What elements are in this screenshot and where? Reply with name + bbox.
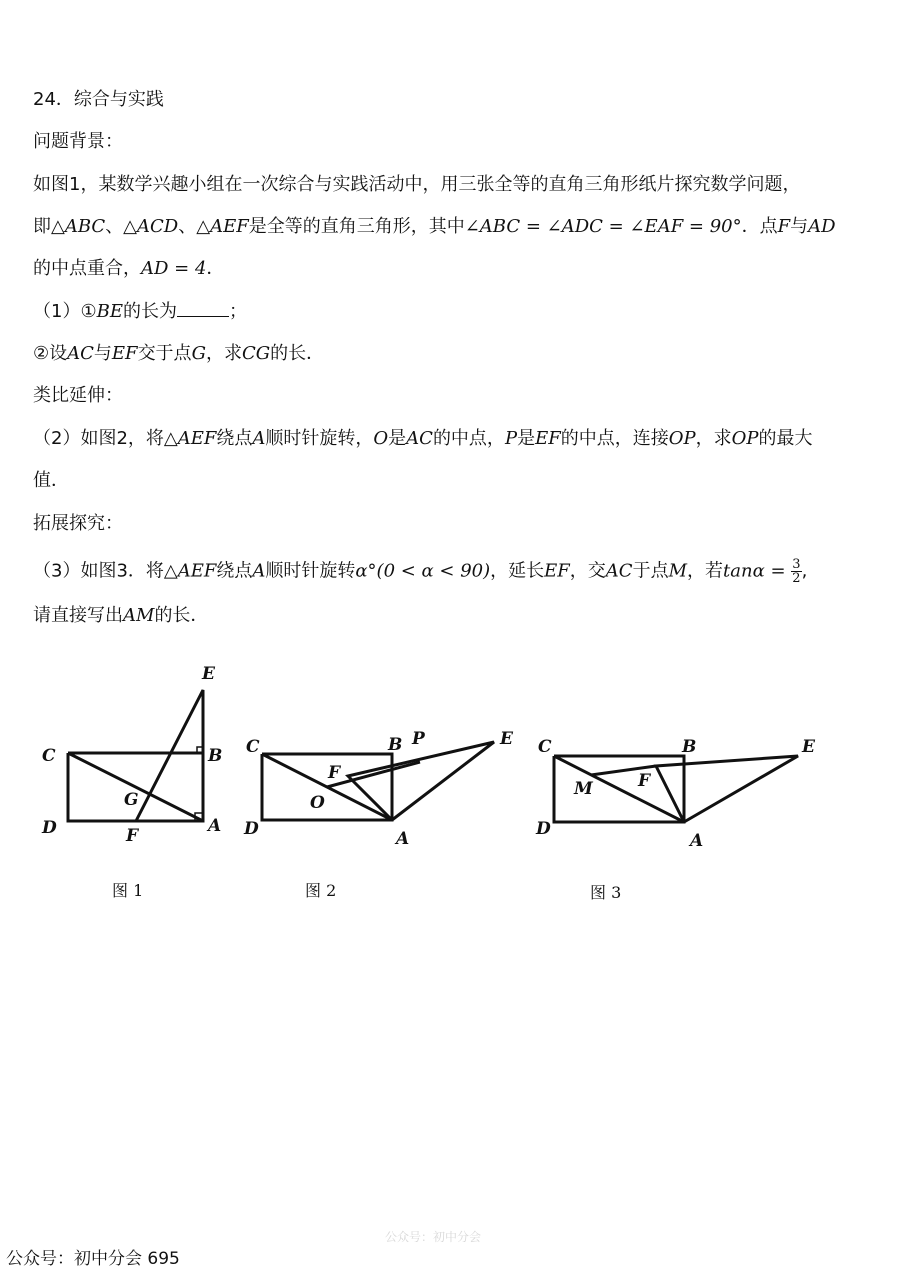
question-2-line-2: 值． [33,470,69,491]
fig2-label-C: C [246,737,260,757]
fig2-segment-op [327,762,420,787]
fig1-label-C: C [42,746,56,766]
question-2-line-1: （2）如图2，将△AEF绕点A顺时针旋转，O是AC的中点，P是EF的中点，连接OP，求OP的最大 [33,428,813,449]
watermark: 公众号：初中分会 [385,1230,482,1244]
fig1-label-F: F [126,826,139,846]
fig2-label-D: D [244,819,259,839]
fig1-diagonal-ca [68,753,203,821]
explore-heading: 拓展探究： [33,513,123,534]
figure-3 [530,720,830,860]
question-3-line-1: （3）如图3．将△AEF绕点A顺时针旋转α°(0 < α < 90)，延长EF，交AC于点M，若tanα = $\frac{3}{2}$ , [33,557,808,586]
question-3-line-2: 请直接写出AM的长． [33,605,209,626]
figure-1 [30,655,240,855]
fig2-label-B: B [388,735,403,755]
fig3-label-C: C [538,737,552,757]
fig1-label-E: E [202,664,215,684]
fig1-triangle-aef [136,690,203,821]
answer-blank[interactable] [177,300,229,317]
fig1-label-B: B [208,746,223,766]
figure-2 [240,720,530,860]
figure-1-caption: 图 1 [112,881,144,900]
question-1-part-2: ②设AC与EF交于点G，求CG的长． [33,343,325,364]
paragraph-1-line-2: 即△ABC、△ACD、△AEF是全等的直角三角形，其中∠ABC = ∠ADC = ∠EAF = 90°．点F与AD [33,216,836,237]
extension-heading: 类比延伸： [33,385,123,406]
question-1-part-1: （1）①BE的长为 ； [33,301,247,322]
fig3-label-F: F [638,771,651,791]
fig1-label-A: A [208,816,222,836]
figure-2-caption: 图 2 [305,881,337,900]
fig2-label-E: E [500,729,513,749]
fig2-label-O: O [310,793,325,813]
fig3-triangle-aef [656,756,798,822]
fig3-label-D: D [536,819,551,839]
fig2-label-P: P [412,729,425,749]
footer-text: 公众号：初中分会 695 [6,1249,180,1269]
fig1-label-G: G [124,790,139,810]
paragraph-1-line-1: 如图1，某数学兴趣小组在一次综合与实践活动中，用三张全等的直角三角形纸片探究数学问题， [33,174,801,195]
fig2-label-A: A [396,829,410,849]
fig2-label-F: F [328,763,341,783]
fig1-label-D: D [42,818,57,838]
fig3-label-A: A [690,831,704,851]
problem-title: 24．综合与实践 [33,89,164,110]
figure-3-caption: 图 3 [590,883,622,902]
fig3-label-B: B [682,737,697,757]
fig3-label-E: E [802,737,815,757]
paragraph-1-line-3: 的中点重合，AD = 4． [33,258,225,279]
fig3-label-M: M [574,779,593,799]
fraction-3-over-2: $\frac{3}{2}$ [792,557,801,586]
background-heading: 问题背景： [33,131,123,152]
